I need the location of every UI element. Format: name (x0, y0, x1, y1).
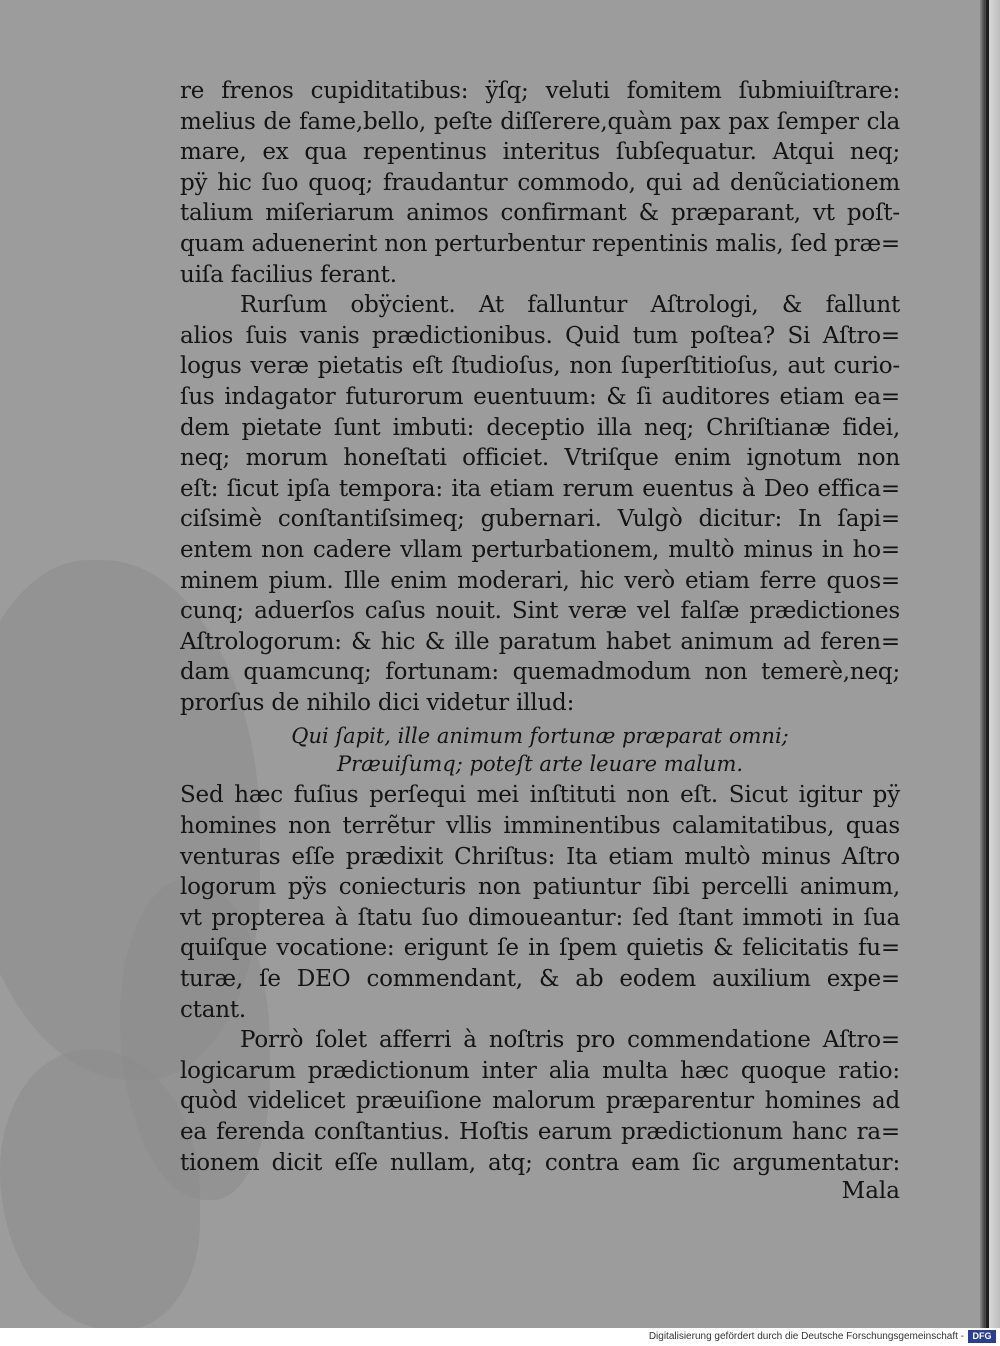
text-line: quiſque vocatione: erigunt ſe in ſpem quietis & felicitatis fu= (180, 935, 900, 962)
text-line: quam aduenerint non perturbentur repentinis malis, ſed præ= (180, 230, 900, 257)
catchword: Mala (841, 1178, 900, 1204)
text-line: pÿ hic ſuo quoq; fraudantur commodo, qui ad denũciationem (180, 169, 900, 196)
text-line: logorum pÿs coniecturis non patiuntur ſibi percelli animum, (180, 874, 900, 901)
text-line: homines non terrẽtur vllis imminentibus calamitatibus, quas (180, 813, 900, 840)
text-line: Rurſum obÿcient. At falluntur Aſtrologi, & fallunt (240, 292, 900, 319)
text-line: Aſtrologorum: & hic & ille paratum habet animum ad feren= (180, 628, 900, 655)
body-text (180, 76, 900, 1178)
text-line: Sed hæc fuſius perſequi mei inſtituti non eſt. Sicut igitur pÿ (180, 782, 900, 809)
text-line: prorſus de nihilo dici videtur illud: (180, 689, 575, 716)
verse-quotation (180, 718, 900, 780)
verse-line: Qui ſapit, ille animum fortunæ præparat omni; (291, 724, 789, 749)
text-line: uiſa facilius ferant. (180, 261, 397, 288)
text-line: ea ferenda conſtantius. Hoſtis earum prædictionum hanc ra= (180, 1119, 900, 1145)
paragraph (180, 290, 900, 718)
text-line: re frenos cupiditatibus: ÿſq; veluti fomitem ſubmiuiſtrare: (180, 78, 900, 104)
text-line: dem pietate ſunt imbuti: deceptio illa neq; Chriſtianæ fidei, (180, 414, 900, 441)
text-line: melius de fame,bello, peſte diſſerere,quàm pax pax ſemper cla (180, 108, 900, 135)
page-edge (980, 0, 1000, 1328)
page-edge-line (986, 0, 989, 1328)
text-line: turæ, ſe DEO commendant, & ab eodem auxilium expe= (180, 966, 900, 993)
text-line: ctant. (180, 996, 247, 1023)
text-line: venturas eſſe prædixit Chriſtus: Ita etiam multò minus Aſtro (180, 843, 900, 870)
paragraph (180, 1025, 900, 1178)
text-line: ciſsimè conſtantiſsimeq; gubernari. Vulgò dicitur: In ſapi= (180, 506, 900, 533)
text-line: mare, ex qua repentinus interitus ſubſequatur. Atqui neq; (180, 139, 900, 166)
text-line: vt propterea à ſtatu ſuo dimoueantur: ſed ſtant immoti in ſua (180, 904, 900, 931)
text-line: Porrò ſolet afferri à noſtris pro commendatione Aſtro= (240, 1027, 900, 1054)
text-line: minem pium. Ille enim moderari, hic verò etiam ferre quos= (180, 567, 900, 594)
text-line: ſus indagator futurorum euentuum: & ſi auditores etiam ea= (180, 383, 900, 410)
funding-credit: Digitalisierung gefördert durch die Deutsche Forschungsgemeinschaft - (648, 1331, 964, 1342)
text-line: tionem dicit eſſe nullam, atq; contra eam ſic argumentatur: (180, 1149, 900, 1176)
text-line: cunq; aduerſos caſus nouit. Sint veræ vel falſæ prædictiones (180, 598, 900, 625)
text-line: logus veræ pietatis eſt ſtudioſus, non ſuperſtitioſus, aut curio- (180, 353, 900, 380)
text-line: alios ſuis vanis prædictionibus. Quid tum poſtea? Si Aſtro= (180, 322, 900, 349)
dfg-logo-icon: DFG (968, 1330, 996, 1343)
paragraph (180, 780, 900, 1025)
text-line: entem non cadere vllam perturbationem, multò minus in ho= (180, 536, 900, 563)
text-line: eſt: ſicut ipſa tempora: ita etiam rerum euentus à Deo effica= (180, 475, 900, 502)
text-line: quòd videlicet præuiſione malorum præparentur homines ad (180, 1088, 900, 1115)
verse-line: Præuiſumq; poteſt arte leuare malum. (336, 752, 744, 777)
text-line: neq; morum honeſtati officiet. Vtriſque enim ignotum non (180, 445, 900, 472)
text-line: dam quamcunq; fortunam: quemadmodum non temerè,neq; (180, 659, 900, 686)
paragraph (180, 76, 900, 290)
footer-bar (0, 1328, 1000, 1346)
text-line: logicarum prædictionum inter alia multa hæc quoque ratio: (180, 1057, 900, 1084)
text-line: talium miſeriarum animos confirmant & præparant, vt poſt- (180, 200, 900, 227)
